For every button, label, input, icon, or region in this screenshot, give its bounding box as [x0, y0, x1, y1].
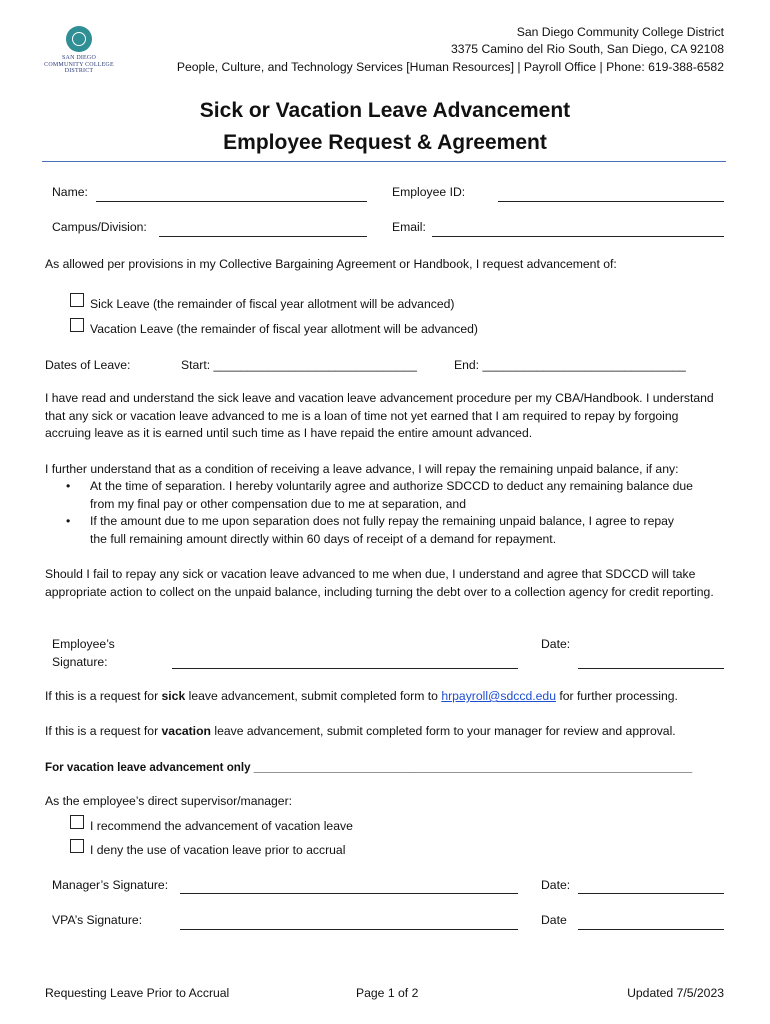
- employee-date-label: Date:: [541, 637, 571, 651]
- manager-signature-label: Manager’s Signature:: [52, 878, 169, 892]
- email-field[interactable]: [432, 236, 724, 237]
- employee-id-label: Employee ID:: [392, 185, 466, 199]
- payroll-email-link[interactable]: hrpayroll@sdccd.edu: [441, 689, 556, 703]
- employee-signature-label-2: Signature:: [52, 655, 108, 669]
- vpa-date-label: Date: [541, 913, 567, 927]
- sick-leave-label: Sick Leave (the remainder of fiscal year allotment will be advanced): [90, 297, 455, 311]
- district-logo-text: SAN DIEGO COMMUNITY COLLEGE DISTRICT: [44, 55, 114, 74]
- list-item: If the amount due to me upon separation does not fully repay the remaining unpaid balance, I agree to repay the full remaining amount directly within 60 days of receipt of a demand for repayment.: [90, 514, 675, 546]
- vacation-submission-note: If this is a request for vacation leave advancement, submit completed form to your manager for review and approval.: [45, 724, 676, 738]
- page-title: Sick or Vacation Leave Advancement: [199, 99, 571, 122]
- name-field[interactable]: [96, 201, 367, 202]
- repayment-intro: I further understand that as a condition of receiving a leave advance, I will repay the remaining unpaid balance, if any:: [45, 462, 679, 476]
- vpa-signature-label: VPA’s Signature:: [52, 913, 143, 927]
- collection-paragraph: Should I fail to repay any sick or vacation leave advanced to me when due, I understand and agree that SDCCD will take appropriate action to collect on the unpaid balance, including turning the debt over to a collection agency for credit reporting.: [45, 567, 714, 599]
- footer-page-number: Page 1 of 2: [356, 986, 419, 1000]
- employee-signature-field[interactable]: [172, 668, 518, 669]
- sick-leave-checkbox[interactable]: [70, 293, 84, 307]
- vpa-signature-field[interactable]: [180, 929, 518, 930]
- start-date-field[interactable]: Start: ______________________________: [181, 358, 417, 372]
- sick-submission-note: If this is a request for sick leave advancement, submit completed form to hrpayroll@sdccd.edu for further processing.: [45, 689, 678, 703]
- header-org: San Diego Community College District: [516, 25, 724, 39]
- bullet-icon: •: [66, 514, 71, 528]
- title-divider: [42, 161, 726, 162]
- vacation-only-heading: For vacation leave advancement only ____________________________________________________________________: [45, 761, 693, 774]
- bullet-icon: •: [66, 479, 71, 493]
- vacation-leave-label: Vacation Leave (the remainder of fiscal year allotment will be advanced): [90, 322, 478, 336]
- end-date-field[interactable]: End: ______________________________: [454, 358, 686, 372]
- employee-id-field[interactable]: [498, 201, 724, 202]
- supervisor-intro: As the employee’s direct supervisor/manager:: [45, 794, 293, 808]
- vacation-leave-checkbox[interactable]: [70, 318, 84, 332]
- acknowledgement-paragraph: I have read and understand the sick leave and vacation leave advancement procedure per my CBA/Handbook. I understand that any sick or vacation leave advanced to me is a loan of time not yet earned that I am required to repay by forgoing accruing leave as it is earned until such time as I have repaid the entire amount advanced.: [45, 391, 714, 440]
- campus-field[interactable]: [159, 236, 367, 237]
- campus-label: Campus/Division:: [52, 220, 147, 234]
- employee-signature-label-1: Employee’s: [52, 637, 115, 651]
- deny-label: I deny the use of vacation leave prior to accrual: [90, 843, 346, 857]
- header-address: 3375 Camino del Rio South, San Diego, CA 92108: [450, 42, 724, 56]
- name-label: Name:: [52, 185, 88, 199]
- recommend-checkbox[interactable]: [70, 815, 84, 829]
- dates-label: Dates of Leave:: [45, 358, 131, 372]
- employee-date-field[interactable]: [578, 668, 724, 669]
- manager-date-label: Date:: [541, 878, 571, 892]
- footer-updated-date: Updated 7/5/2023: [627, 986, 724, 1000]
- page-subtitle: Employee Request & Agreement: [223, 131, 547, 154]
- district-seal-icon: [66, 26, 92, 52]
- email-label: Email:: [392, 220, 426, 234]
- footer-form-name: Requesting Leave Prior to Accrual: [45, 986, 230, 1000]
- manager-date-field[interactable]: [578, 893, 724, 894]
- header-dept: People, Culture, and Technology Services [Human Resources] | Payroll Office | Phone: 619-388-6582: [176, 60, 724, 74]
- recommend-label: I recommend the advancement of vacation leave: [90, 819, 353, 833]
- deny-checkbox[interactable]: [70, 839, 84, 853]
- vpa-date-field[interactable]: [578, 929, 724, 930]
- manager-signature-field[interactable]: [180, 893, 518, 894]
- request-intro: As allowed per provisions in my Collective Bargaining Agreement or Handbook, I request advancement of:: [45, 257, 617, 271]
- list-item: At the time of separation. I hereby voluntarily agree and authorize SDCCD to deduct any remaining balance due from my final pay or other compensation due to me at separation, and: [90, 479, 693, 511]
